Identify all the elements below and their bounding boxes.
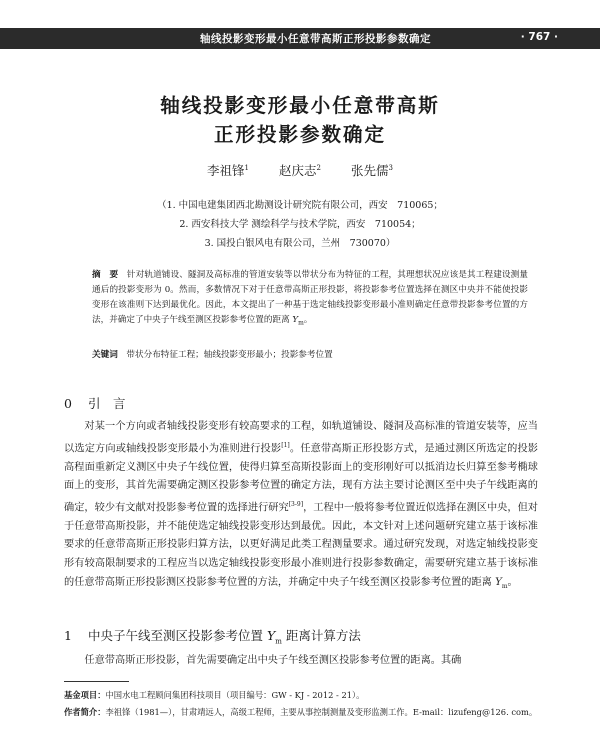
introduction-body — [64, 418, 538, 596]
paper-title-line-2: 正形投影参数确定 — [213, 123, 386, 146]
keywords — [92, 348, 528, 363]
keywords-text: 带状分布特征工程；轴线投影变形最小；投影参考位置 — [126, 350, 333, 360]
paragraph: 任意带高斯正形投影，首先需要确定出中央子午线至测区投影参考位置的距离。其确 — [84, 655, 462, 666]
affiliation: 3. 国投白银风电有限公司，兰州 730070） — [204, 238, 396, 249]
author: 赵庆志$^2$ — [279, 163, 321, 178]
author-list — [0, 161, 600, 179]
citation: [1] — [281, 441, 290, 449]
section-1-body — [64, 652, 538, 671]
page-number: · 767 · — [520, 31, 558, 43]
running-title: 轴线投影变形最小任意带高斯正形投影参数确定 — [200, 33, 431, 45]
author-bio-footnote: 作者简介：李祖锋（1981—），甘肃靖远人，高级工程师，主要从事控制测量及变形监测工作。E-mail：lizufeng@126. com。 — [64, 707, 538, 717]
paper-title-line-1: 轴线投影变形最小任意带高斯 — [160, 94, 440, 117]
abstract-variable: Y — [292, 315, 299, 325]
section-heading-1: 1 中央子午线至测区投影参考位置 $Y_m$ 距离计算方法 — [64, 628, 361, 646]
citation: [3-9] — [288, 500, 304, 508]
funding-footnote: 基金项目：中国水电工程顾问集团科技项目（项目编号：GW - KJ - 2012 - 21）。 — [64, 690, 365, 700]
affiliation: （1. 中国电建集团西北勘测设计研究院有限公司，西安 710065； — [157, 200, 443, 211]
author: 张先儒$^3$ — [350, 163, 393, 178]
footnote-divider — [64, 681, 129, 682]
running-header — [0, 28, 600, 49]
abstract-label: 摘 要 — [92, 270, 119, 280]
author: 李祖锋$^1$ — [207, 163, 250, 178]
keywords-label: 关键词 — [92, 350, 118, 360]
abstract-text: 针对轨道铺设、隧洞及高标准的管道安装等以带状分布为特征的工程，其理想状况应该是其工程建设测量通后的投影变形为 0。然而，多数情况下对于任意带高斯正形投影，将投影参考位置选择在测区中央并不能使投影变形在该准则下达到最优化。因此，本文提出了一种基于选定轴线投影变形最小准则确定任意带投影参考位置的方法，并确定了中央子午线至测区投影参考位置的距离 — [92, 270, 528, 325]
paragraph: 对某一个方向或者轴线投影变形有较高要求的工程，如轨道铺设、隧洞及高标准的管道安装等，应当以选定方向或轴线投影变形最小为准则进行投影[1]。任意带高斯正形投影方式，是通过测区所选定的投影高程面重新定义测区中央子午线位置，使得归算至高斯投影面上的变形刚好可以抵消边长归算至参考椭球面上的变形，其首先需要确定测区投影参考位置的确定方法，现有方法主要讨论测区至中央子午线距离的确定，较少有文献对投影参考位置的选择进行研究[3-9]，工程中一般将参考位置近似选择在测区中央，但对于任意带高斯投影，并不能使选定轴线投影变形达到最优。因此，本文针对上述问题研究建立基于该标准要求的任意带高斯正形投影归算方法，以更好满足此类工程测量要求。通过研究发现，对选定轴线投影变形有较高限制要求的工程应当以选定轴线投影变形最小准则进行投影参数确定，需要研究建立基于该标准的任意带高斯正形投影测区投影参考位置的方法，并确定中央子午线至测区投影参考位置的距离 $Y_m$。 — [64, 421, 538, 590]
abstract: 摘 要 针对轨道铺设、隧洞及高标准的管道安装等以带状分布为特征的工程，其理想状况应该是其工程建设测量通后的投影变形为 0。然而，多数情况下对于任意带高斯正形投影，将投影参考位置选择在测区中央并不能使投影变形在该准则下达到最优化。因此，本文提出了一种基于选定轴线投影变形最小准则确定任意带投影参考位置的方法，并确定了中央子午线至测区投影参考位置的距离 $Y_m$。 — [92, 270, 528, 327]
affiliation: 2. 西安科技大学 测绘科学与技术学院，西安 710054； — [179, 219, 421, 230]
section-heading-introduction: 0 引 言 — [64, 396, 126, 411]
